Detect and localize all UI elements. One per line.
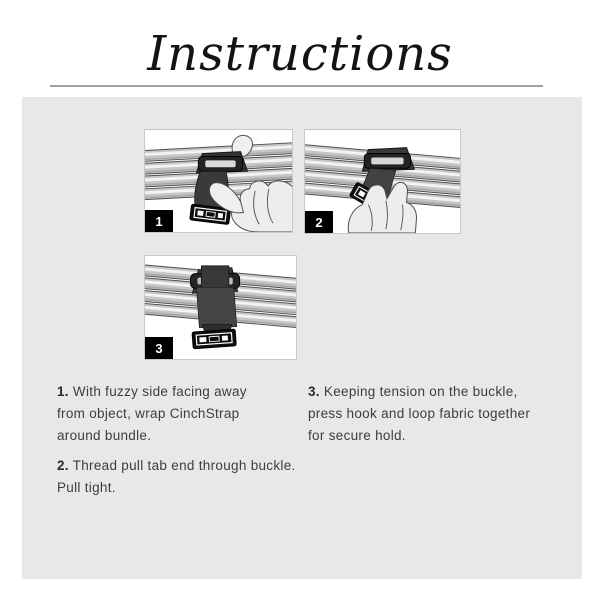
step-number: 1. (57, 384, 69, 399)
buckle (196, 152, 247, 174)
instruction-line (57, 455, 347, 477)
instruction-line (57, 381, 307, 403)
step-number: 2. (57, 458, 69, 473)
instruction-line: Pull tight. (57, 480, 116, 495)
instruction-line: around bundle. (57, 428, 152, 443)
instruction-line: from object, wrap CinchStrap (57, 406, 240, 421)
strap (196, 287, 236, 327)
instruction-line (308, 381, 578, 403)
instruction-text: Keeping tension on the buckle, (323, 384, 518, 399)
instruction-line: for secure hold. (308, 428, 406, 443)
instruction-text: With fuzzy side facing away (72, 384, 247, 399)
step-3-figure (144, 255, 297, 360)
buckle (362, 148, 414, 172)
pull-tab (192, 329, 236, 349)
instruction-step-1 (57, 381, 307, 447)
hand-icon (209, 181, 292, 232)
step-1-figure (144, 129, 293, 233)
content-panel (22, 97, 582, 579)
instruction-step-2 (57, 455, 347, 499)
step-2-figure (304, 129, 461, 234)
instruction-line: press hook and loop fabric together (308, 406, 531, 421)
page-title: Instructions (147, 26, 453, 82)
step-number-badge: 2 (305, 211, 333, 233)
step-number-badge: 1 (145, 210, 173, 232)
step-number: 3. (308, 384, 320, 399)
step-number-badge: 3 (145, 337, 173, 359)
instruction-text: Thread pull tab end through buckle. (72, 458, 296, 473)
title-underline (50, 85, 543, 87)
instruction-step-3 (308, 381, 578, 447)
